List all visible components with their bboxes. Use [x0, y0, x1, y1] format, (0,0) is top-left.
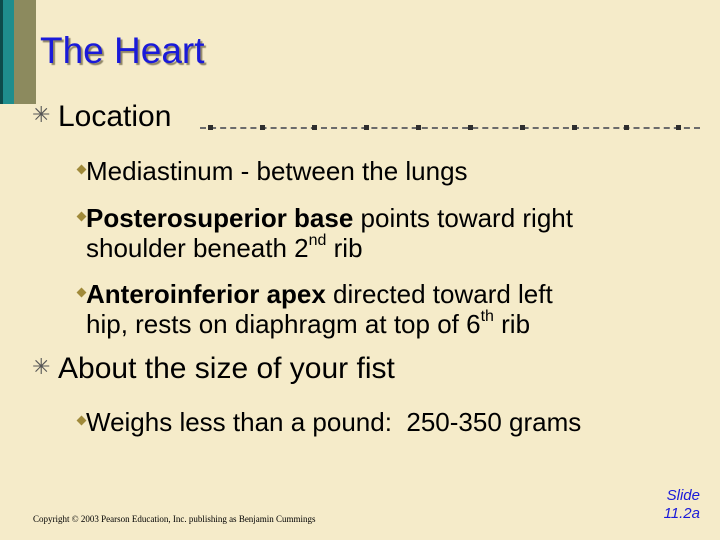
sub-bullet-text: points toward right: [353, 203, 573, 233]
bullet-location: [32, 100, 171, 134]
sub-bullet-text: directed toward left: [325, 279, 553, 309]
accent-bar-edge: [0, 0, 3, 104]
ordinal-suffix: th: [480, 308, 494, 325]
copyright-notice: Copyright © 2003 Pearson Education, Inc. publishing as Benjamin Cummings: [33, 514, 316, 524]
sub-bullet-text-line2: shoulder beneath 2: [86, 233, 309, 263]
divider-dot: [572, 125, 577, 130]
bullet-size-text: About the size of your fist: [58, 352, 395, 385]
sub-bullet-text-line2-end: rib: [326, 233, 363, 263]
slide-title: The Heart: [40, 30, 205, 71]
snowflake-bullet-icon: ✳: [32, 354, 51, 379]
slide-number: [664, 487, 700, 523]
sub-bullet-bold-term: Anteroinferior apex: [86, 279, 326, 309]
bullet-location-text: Location: [58, 100, 172, 133]
diamond-bullet-icon: [77, 416, 87, 426]
snowflake-bullet-icon: ✳: [32, 102, 51, 127]
sub-bullet-bold-term: Posterosuperior base: [86, 203, 354, 233]
sub-bullet-text-line2-end: rib: [493, 309, 531, 339]
diamond-bullet-icon: [77, 212, 87, 222]
sub-bullet-text-line2: hip, rests on diaphragm at top of 6: [86, 309, 481, 339]
divider-dot: [208, 125, 213, 130]
divider-dot: [416, 125, 421, 130]
divider-dot: [312, 125, 317, 130]
diamond-bullet-icon: [77, 288, 87, 298]
divider-dot: [364, 125, 369, 130]
ordinal-suffix: nd: [308, 232, 327, 249]
sub-bullet-text: Weighs less than a pound: 250-350 grams: [86, 407, 582, 437]
sub-bullet-apex: [86, 279, 553, 339]
sub-bullet-text: Mediastinum - between the lungs: [86, 156, 468, 186]
diamond-bullet-icon: [77, 165, 87, 175]
divider-dot: [624, 125, 629, 130]
sub-bullet-weight: [86, 407, 581, 437]
divider-dot: [676, 125, 681, 130]
divider-dot: [520, 125, 525, 130]
bullet-size: [32, 352, 395, 386]
slide-number-value: 11.2a: [663, 505, 700, 522]
sub-bullet-mediastinum: [86, 156, 468, 186]
dashed-divider: [200, 127, 700, 129]
divider-dot: [260, 125, 265, 130]
sub-bullet-base: [86, 203, 573, 263]
slide-label: Slide: [666, 487, 700, 504]
divider-dot: [468, 125, 473, 130]
accent-bar-olive: [14, 0, 36, 104]
